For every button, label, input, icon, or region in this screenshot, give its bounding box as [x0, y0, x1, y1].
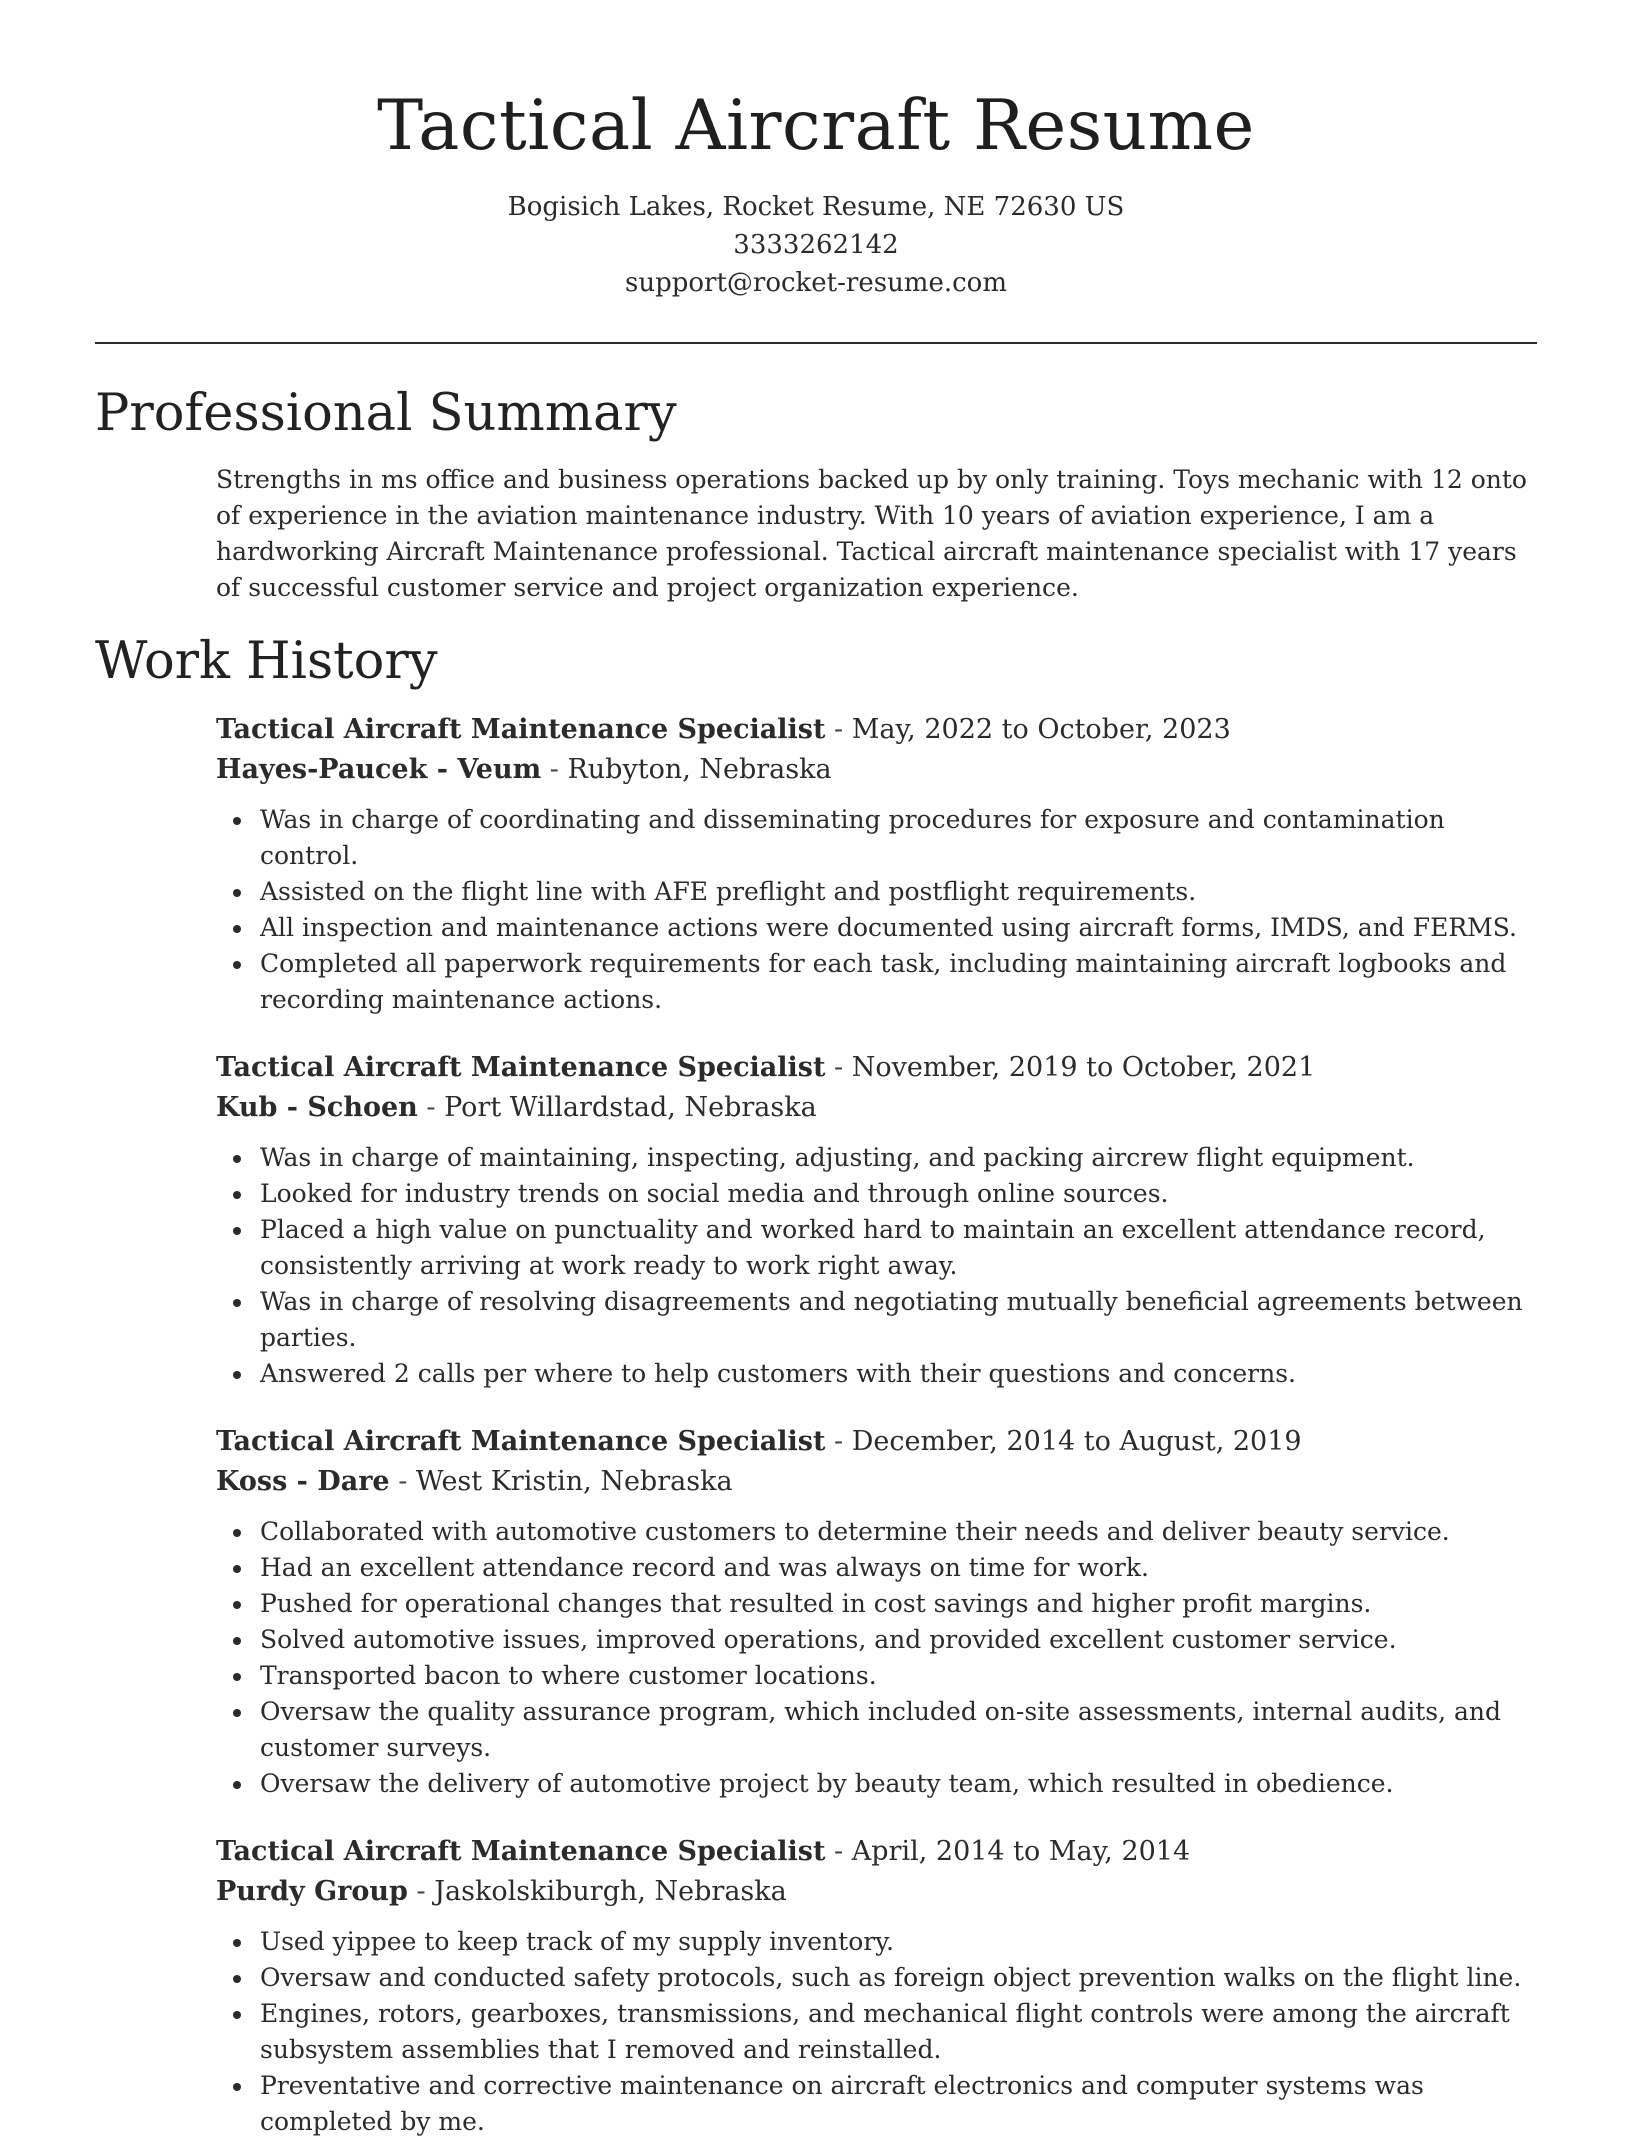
job-company: Koss - Dare: [216, 1466, 390, 1497]
job-bullet: Preventative and corrective maintenance on aircraft electronics and computer systems was completed by me.: [260, 2068, 1536, 2140]
job-bullet: Completed all paperwork requirements for each task, including maintaining aircraft logbooks and recording maintenance actions.: [260, 946, 1536, 1018]
resume-header: [95, 78, 1537, 302]
contact-address: Bogisich Lakes, Rocket Resume, NE 72630 US: [507, 192, 1125, 222]
header-divider: [95, 342, 1537, 344]
job-location: Port Willardstad, Nebraska: [444, 1092, 817, 1123]
job-bullet: Transported bacon to where customer locations.: [260, 1658, 1536, 1694]
job-bullets: [216, 1924, 1536, 2140]
job-bullet: Was in charge of coordinating and disseminating procedures for exposure and contamination control.: [260, 802, 1536, 874]
contact-email: support@rocket-resume.com: [624, 268, 1007, 298]
job-bullet: Answered 2 calls per where to help customers with their questions and concerns.: [260, 1356, 1536, 1392]
work-history-list: [216, 710, 1536, 2140]
job-dates: April, 2014 to May, 2014: [851, 1836, 1191, 1867]
job-separator: -: [389, 1466, 416, 1497]
job-entry: [216, 1832, 1536, 2140]
contact-phone: 3333262142: [733, 230, 899, 260]
job-bullet: Oversaw and conducted safety protocols, such as foreign object prevention walks on the flight line.: [260, 1960, 1536, 1996]
job-bullet: Solved automotive issues, improved operations, and provided excellent customer service.: [260, 1622, 1536, 1658]
job-separator: -: [825, 1052, 852, 1083]
job-bullet: Had an excellent attendance record and was always on time for work.: [260, 1550, 1536, 1586]
job-location: West Kristin, Nebraska: [415, 1466, 733, 1497]
job-bullets: [216, 1514, 1536, 1802]
contact-info: [95, 188, 1537, 302]
job-role: Tactical Aircraft Maintenance Specialist: [216, 1836, 826, 1867]
job-role: Tactical Aircraft Maintenance Specialist: [216, 1052, 826, 1083]
job-separator: -: [407, 1876, 435, 1907]
job-separator: -: [825, 714, 852, 745]
job-bullet: Looked for industry trends on social media and through online sources.: [260, 1176, 1536, 1212]
job-company: Purdy Group: [216, 1876, 408, 1907]
job-bullets: [216, 802, 1536, 1018]
job-separator: -: [825, 1836, 852, 1867]
job-bullets: [216, 1140, 1536, 1392]
job-separator: -: [541, 754, 568, 785]
job-bullet: All inspection and maintenance actions were documented using aircraft forms, IMDS, and FERMS.: [260, 910, 1536, 946]
job-title-line: [216, 710, 1536, 750]
job-entry: [216, 1048, 1536, 1392]
job-role: Tactical Aircraft Maintenance Specialist: [216, 714, 826, 745]
job-bullet: Oversaw the quality assurance program, which included on-site assessments, internal audits, and customer surveys.: [260, 1694, 1536, 1766]
job-company-line: [216, 1088, 1536, 1128]
resume-title: Tactical Aircraft Resume: [377, 86, 1255, 166]
job-company: Kub - Schoen: [216, 1092, 418, 1123]
job-bullet: Assisted on the flight line with AFE preflight and postflight requirements.: [260, 874, 1536, 910]
job-bullet: Used yippee to keep track of my supply inventory.: [260, 1924, 1536, 1960]
job-title-line: [216, 1048, 1536, 1088]
job-title-line: [216, 1832, 1536, 1872]
job-entry: [216, 1422, 1536, 1802]
job-dates: May, 2022 to October, 2023: [851, 714, 1231, 745]
job-company-line: [216, 1872, 1536, 1912]
work-history-heading: Work History: [95, 632, 438, 691]
job-separator: -: [417, 1092, 445, 1123]
job-bullet: Oversaw the delivery of automotive project by beauty team, which resulted in obedience.: [260, 1766, 1536, 1802]
job-company-line: [216, 1462, 1536, 1502]
job-bullet: Was in charge of maintaining, inspecting, adjusting, and packing aircrew flight equipment.: [260, 1140, 1536, 1176]
job-location: Rubyton, Nebraska: [567, 754, 832, 785]
summary-text: Strengths in ms office and business operations backed up by only training. Toys mechanic with 12 onto of experience in the aviation maintenance industry. With 10 years of aviation experience, I am a hardworking Aircraft Maintenance professional. Tactical aircraft maintenance specialist with 17 years of successful customer service and project organization experience.: [216, 465, 1527, 602]
job-title-line: [216, 1422, 1536, 1462]
job-bullet: Collaborated with automotive customers to determine their needs and deliver beauty service.: [260, 1514, 1536, 1550]
summary-heading: Professional Summary: [95, 384, 677, 443]
job-bullet: Pushed for operational changes that resulted in cost savings and higher profit margins.: [260, 1586, 1536, 1622]
job-company: Hayes-Paucek - Veum: [216, 754, 542, 785]
job-location: Jaskolskiburgh, Nebraska: [434, 1876, 787, 1907]
job-bullet: Was in charge of resolving disagreements and negotiating mutually beneficial agreements between parties.: [260, 1284, 1536, 1356]
job-dates: December, 2014 to August, 2019: [851, 1426, 1302, 1457]
job-company-line: [216, 750, 1536, 790]
job-bullet: Engines, rotors, gearboxes, transmissions, and mechanical flight controls were among the aircraft subsystem assemblies that I removed and reinstalled.: [260, 1996, 1536, 2068]
job-entry: [216, 710, 1536, 1018]
job-dates: November, 2019 to October, 2021: [851, 1052, 1316, 1083]
job-role: Tactical Aircraft Maintenance Specialist: [216, 1426, 826, 1457]
job-bullet: Placed a high value on punctuality and worked hard to maintain an excellent attendance record, consistently arriving at work ready to work right away.: [260, 1212, 1536, 1284]
job-separator: -: [825, 1426, 852, 1457]
